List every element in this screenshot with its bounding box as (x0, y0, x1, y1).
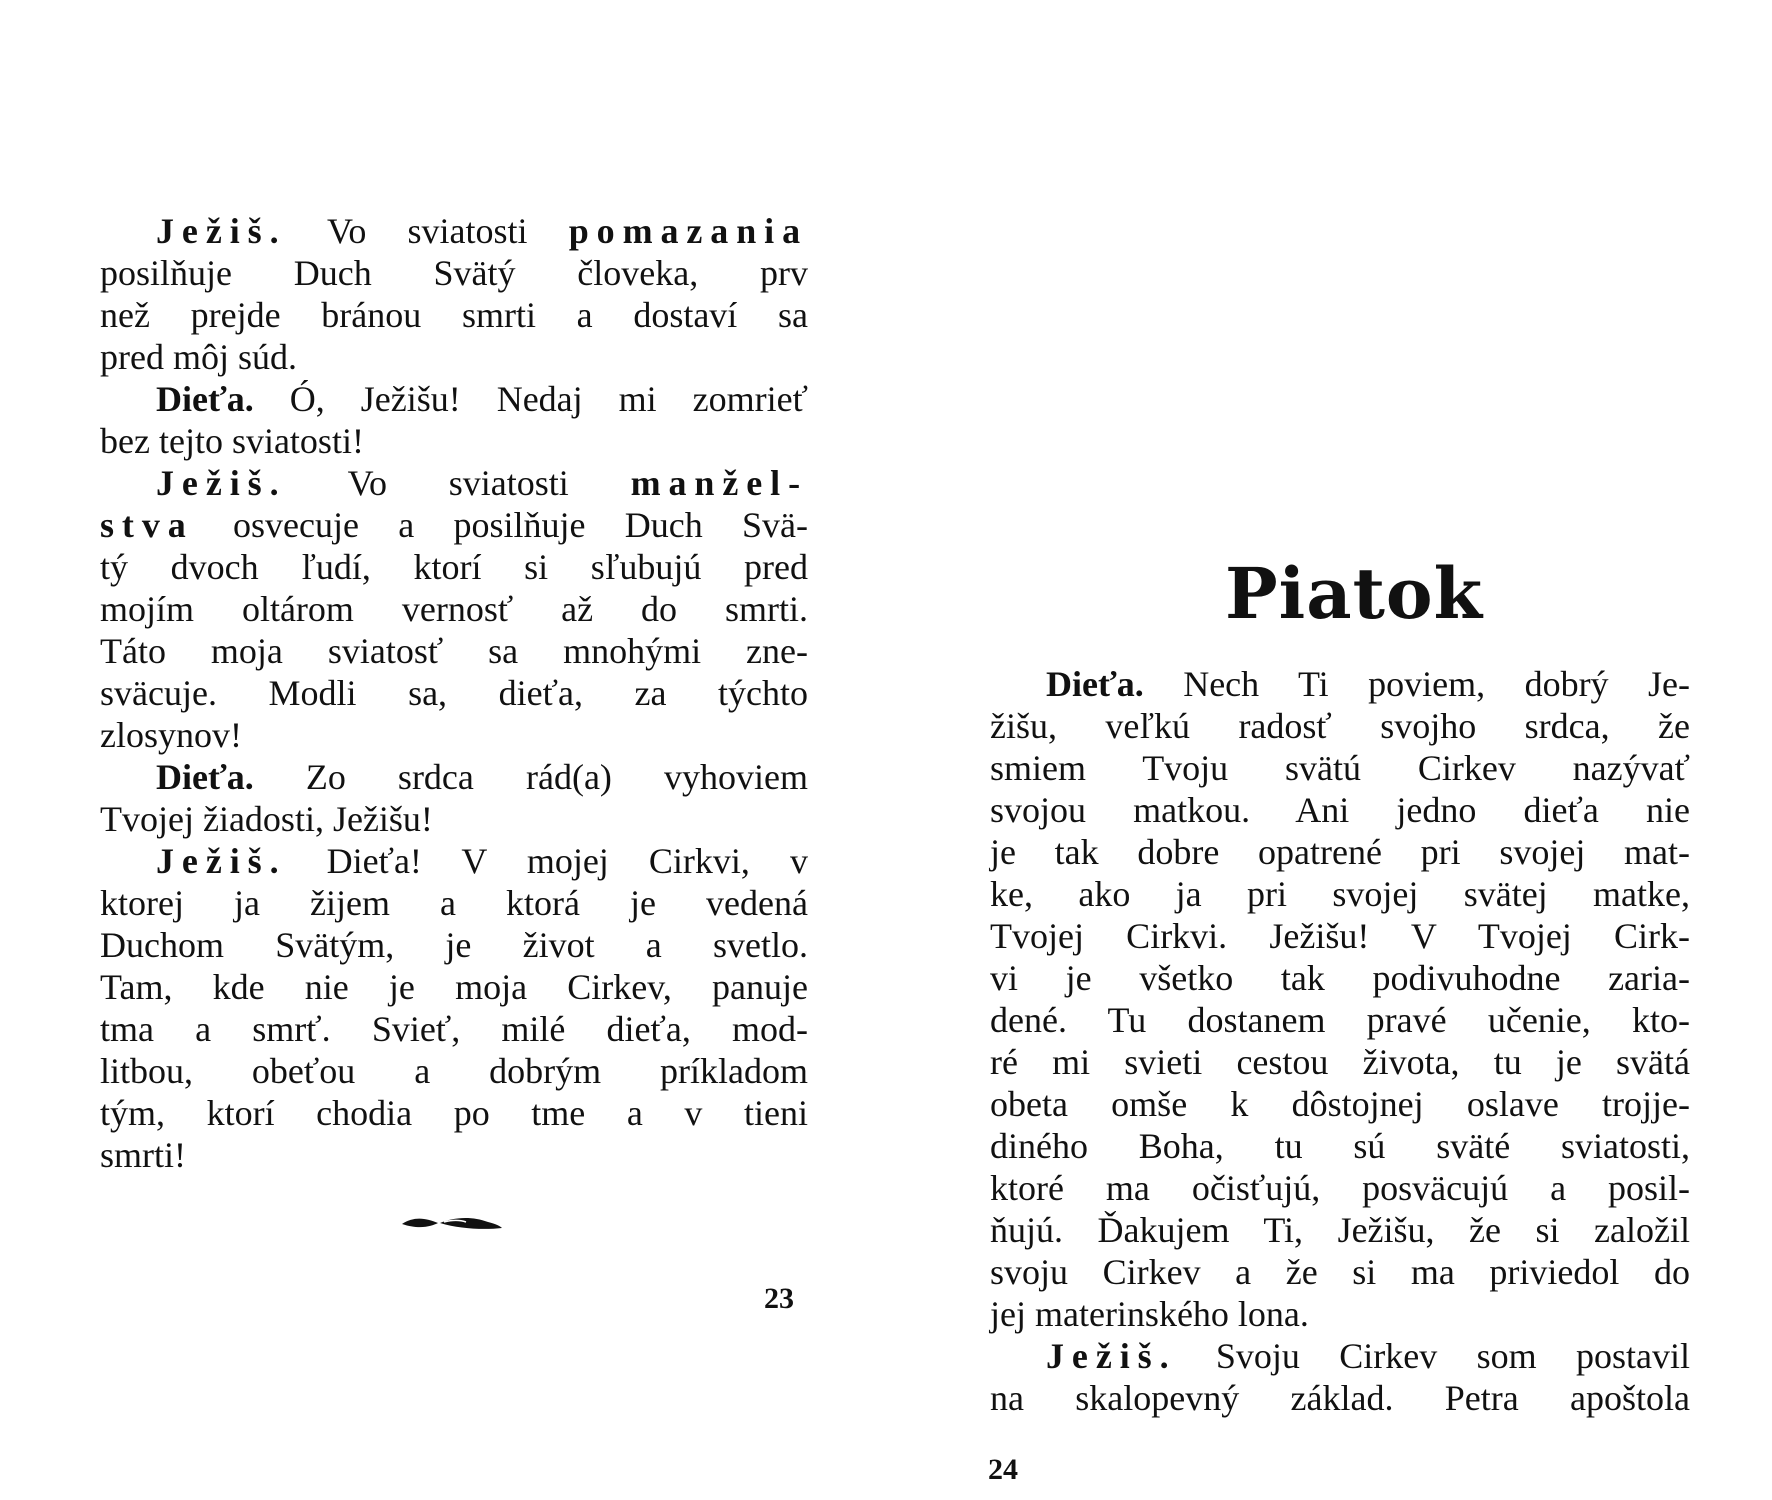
line-text: diného Boha, tu sú sväté sviatosti, (990, 1126, 1690, 1166)
line-text: žišu, veľkú radosť svojho srdca, že (990, 706, 1690, 746)
line-text: svojou matkou. Ani jedno dieťa nie (990, 790, 1690, 830)
line-text: Tvojej žiadosti, Ježišu! (100, 799, 433, 839)
text-line (100, 504, 808, 546)
line-text: bez tejto sviatosti! (100, 421, 364, 461)
text-line (990, 1251, 1690, 1293)
line-text: Dieťa! V mojej Cirkvi, v (286, 841, 808, 881)
line-text: svoju Cirkev a že si ma priviedol do (990, 1252, 1690, 1292)
text-line (100, 630, 808, 672)
text-line (990, 831, 1690, 873)
text-line (100, 1134, 808, 1176)
speaker-label: Ježiš. (156, 841, 287, 881)
text-line (990, 789, 1690, 831)
line-text: vi je všetko tak podivuhodne zaria- (990, 958, 1690, 998)
line-text: Vo sviatosti (286, 211, 569, 251)
spaced-word: pomazania (568, 211, 808, 251)
line-text: smrti! (100, 1135, 186, 1175)
line-text: zlosynov! (100, 715, 242, 755)
speaker-label: Ježiš. (1046, 1336, 1177, 1376)
line-text: osvecuje a posilňuje Duch Svä- (193, 505, 808, 545)
text-line (990, 1125, 1690, 1167)
text-line (100, 294, 808, 336)
speaker-label: Ježiš. (156, 211, 287, 251)
text-line (100, 882, 808, 924)
text-line (100, 210, 808, 252)
line-text: Vo sviatosti (286, 463, 631, 503)
text-line (100, 798, 808, 840)
line-text: Ó, Ježišu! Nedaj mi zomrieť (253, 379, 808, 419)
text-line (990, 705, 1690, 747)
text-line (990, 915, 1690, 957)
text-line (100, 588, 808, 630)
speaker-label: Dieťa. (1046, 664, 1144, 704)
line-text: smiem Tvoju svätú Cirkev nazývať (990, 748, 1690, 788)
text-line (100, 420, 808, 462)
text-line (100, 336, 808, 378)
fleuron-ornament-icon (400, 1214, 504, 1232)
line-text: litbou, obeťou a dobrým príkladom (100, 1051, 808, 1091)
text-line (990, 957, 1690, 999)
line-text: obeta omše k dôstojnej oslave trojje- (990, 1084, 1690, 1124)
text-line (990, 873, 1690, 915)
line-text: pred môj súd. (100, 337, 297, 377)
text-line (990, 1377, 1690, 1419)
text-line (100, 756, 808, 798)
text-line (990, 1335, 1690, 1377)
line-text: je tak dobre opatrené pri svojej mat- (990, 832, 1690, 872)
speaker-label: Dieťa. (156, 757, 254, 797)
speaker-label: Dieťa. (156, 379, 254, 419)
right-page (990, 663, 1690, 1419)
text-line (990, 747, 1690, 789)
text-line (990, 1209, 1690, 1251)
text-line (990, 1167, 1690, 1209)
text-line (100, 252, 808, 294)
line-text: Duchom Svätým, je život a svetlo. (100, 925, 808, 965)
text-line (990, 999, 1690, 1041)
text-line (100, 966, 808, 1008)
spaced-word: stva (100, 505, 194, 545)
page-number-right: 24 (988, 1453, 1018, 1486)
line-text: dené. Tu dostanem pravé učenie, kto- (990, 1000, 1690, 1040)
text-line (100, 1092, 808, 1134)
line-text: ktorej ja žijem a ktorá je vedená (100, 883, 808, 923)
line-text: tým, ktorí chodia po tme a v tieni (100, 1093, 808, 1133)
text-line (100, 378, 808, 420)
text-line (990, 663, 1690, 705)
line-text: ktoré ma očisťujú, posväcujú a posil- (990, 1168, 1690, 1208)
line-text: než prejde bránou smrti a dostaví sa (100, 295, 808, 335)
text-line (100, 714, 808, 756)
text-line (990, 1083, 1690, 1125)
line-text: ré mi svieti cestou života, tu je svätá (990, 1042, 1690, 1082)
line-text: Svoju Cirkev som postavil (1176, 1336, 1690, 1376)
line-text: Nech Ti poviem, dobrý Je- (1143, 664, 1690, 704)
line-text: tma a smrť. Svieť, milé dieťa, mod- (100, 1009, 808, 1049)
text-line (990, 1293, 1690, 1335)
text-line (100, 546, 808, 588)
spaced-word: manžel- (630, 463, 808, 503)
line-text: Zo srdca rád(a) vyhoviem (253, 757, 808, 797)
speaker-label: Ježiš. (156, 463, 287, 503)
text-line (100, 672, 808, 714)
line-text: Tam, kde nie je moja Cirkev, panuje (100, 967, 808, 1007)
page-number-left: 23 (764, 1282, 794, 1315)
line-text: Táto moja sviatosť sa mnohými zne- (100, 631, 808, 671)
line-text: mojím oltárom vernosť až do smrti. (100, 589, 808, 629)
line-text: jej materinského lona. (990, 1294, 1309, 1334)
text-line (100, 924, 808, 966)
text-line (100, 840, 808, 882)
line-text: posilňuje Duch Svätý človeka, prv (100, 253, 808, 293)
text-line (100, 462, 808, 504)
line-text: sväcuje. Modli sa, dieťa, za týchto (100, 673, 808, 713)
text-line (100, 1050, 808, 1092)
line-text: ňujú. Ďakujem Ti, Ježišu, že si založil (990, 1210, 1690, 1250)
left-page (100, 210, 808, 1176)
line-text: Tvojej Cirkvi. Ježišu! V Tvojej Cirk- (990, 916, 1690, 956)
line-text: ke, ako ja pri svojej svätej matke, (990, 874, 1690, 914)
chapter-title: Piatok (1225, 552, 1484, 635)
text-line (100, 1008, 808, 1050)
line-text: na skalopevný základ. Petra apoštola (990, 1378, 1690, 1418)
text-line (990, 1041, 1690, 1083)
line-text: tý dvoch ľudí, ktorí si sľubujú pred (100, 547, 808, 587)
